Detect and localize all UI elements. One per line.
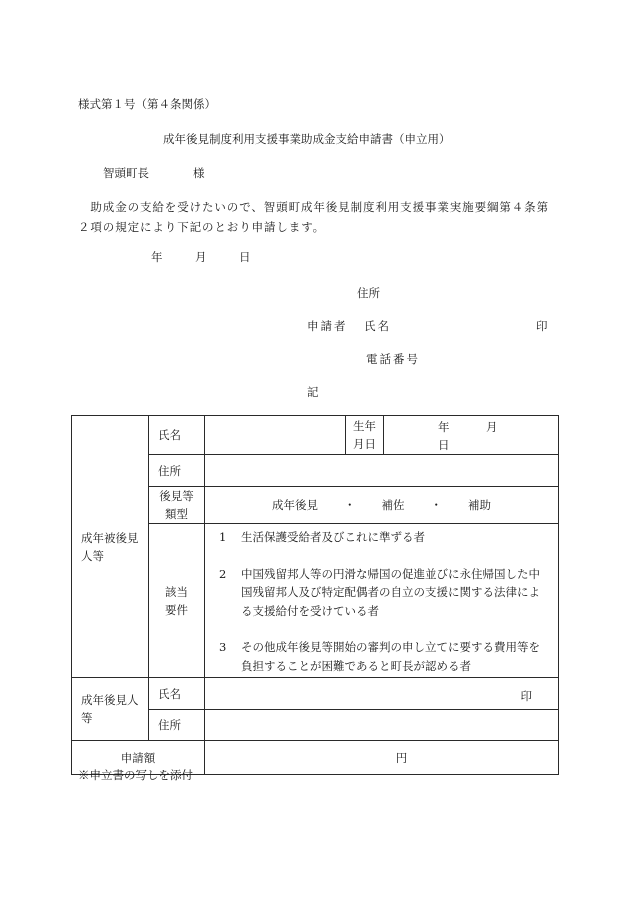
addressee-honorific: 様 [193, 166, 205, 180]
intro-text: 助成金の支給を受けたいので、智頭町成年後見制度利用支援事業実施要綱第４条第２項の規定により下記のとおり申請します。 [78, 200, 549, 234]
list-item[interactable]: 3 その他成年後見等開始の審判の申し立てに要する費用等を負担することが困難であると町長が認める者 [219, 640, 540, 673]
attachment-note: ※申立書の写しを添付 [78, 768, 193, 782]
date-day-label: 日 [239, 250, 251, 264]
applicant-phone-label: 電話番号 [366, 352, 420, 366]
table-row [72, 416, 559, 455]
addressee-name: 智頭町長 [103, 166, 149, 180]
amount-label: 申請額 [72, 741, 205, 775]
guardianship-type-label: 後見等類型 [149, 487, 205, 524]
document-title: 成年後見制度利用支援事業助成金支給申請書（申立用） [163, 132, 451, 146]
applicant-address-label: 住所 [357, 286, 380, 300]
guardian-name-field[interactable] [205, 678, 559, 710]
dob-label: 生年 月日 [346, 416, 384, 455]
type-separator: ・ [430, 498, 442, 512]
guardian-section-label: 成年後見人等 [72, 678, 149, 741]
list-item[interactable]: 2 中国残留邦人等の円滑な帰国の促進並びに永住帰国した中国残留邦人及び特定配偶者の自立の支援に関する法律による支援給付を受けている者 [219, 566, 540, 618]
ward-address-field[interactable] [205, 455, 559, 487]
type-option-assistance[interactable]: 補助 [468, 498, 491, 512]
table-row [72, 678, 559, 710]
ward-address-label: 住所 [149, 455, 205, 487]
ward-name-label: 氏名 [149, 416, 205, 455]
guardian-address-label: 住所 [149, 710, 205, 741]
dob-year-label: 年 [438, 420, 450, 434]
requirements-list [205, 524, 559, 678]
form-number: 様式第１号（第４条関係） [78, 97, 216, 111]
guardian-seal-mark: 印 [520, 689, 532, 703]
date-year-label: 年 [151, 250, 163, 264]
list-item[interactable]: 1 生活保護受給者及びこれに準ずる者 [219, 530, 425, 544]
amount-unit: 円 [395, 750, 408, 765]
applicant-seal-mark: 印 [536, 319, 548, 333]
type-option-curatorship[interactable]: 補佐 [381, 498, 405, 512]
amount-field[interactable] [205, 741, 559, 775]
guardian-address-field[interactable] [205, 710, 559, 741]
requirements-label: 該当要件 [149, 524, 205, 678]
applicant-name-label: 氏名 [364, 319, 391, 333]
date-month-label: 月 [195, 250, 207, 264]
dob-month-label: 月 [486, 420, 498, 434]
ward-name-field[interactable] [205, 416, 346, 455]
ward-section-label: 成年被後見人等 [72, 416, 149, 678]
ki-heading: 記 [307, 385, 319, 399]
type-separator: ・ [344, 498, 356, 512]
guardian-name-label: 氏名 [149, 678, 205, 710]
application-table [71, 415, 559, 775]
type-option-guardianship[interactable]: 成年後見 [272, 498, 318, 512]
applicant-label: 申請者 [307, 319, 348, 333]
dob-day-label: 日 [438, 438, 450, 452]
guardianship-type-options[interactable] [205, 487, 559, 524]
dob-field[interactable] [384, 416, 559, 455]
date-line [151, 249, 283, 265]
addressee [103, 165, 205, 181]
